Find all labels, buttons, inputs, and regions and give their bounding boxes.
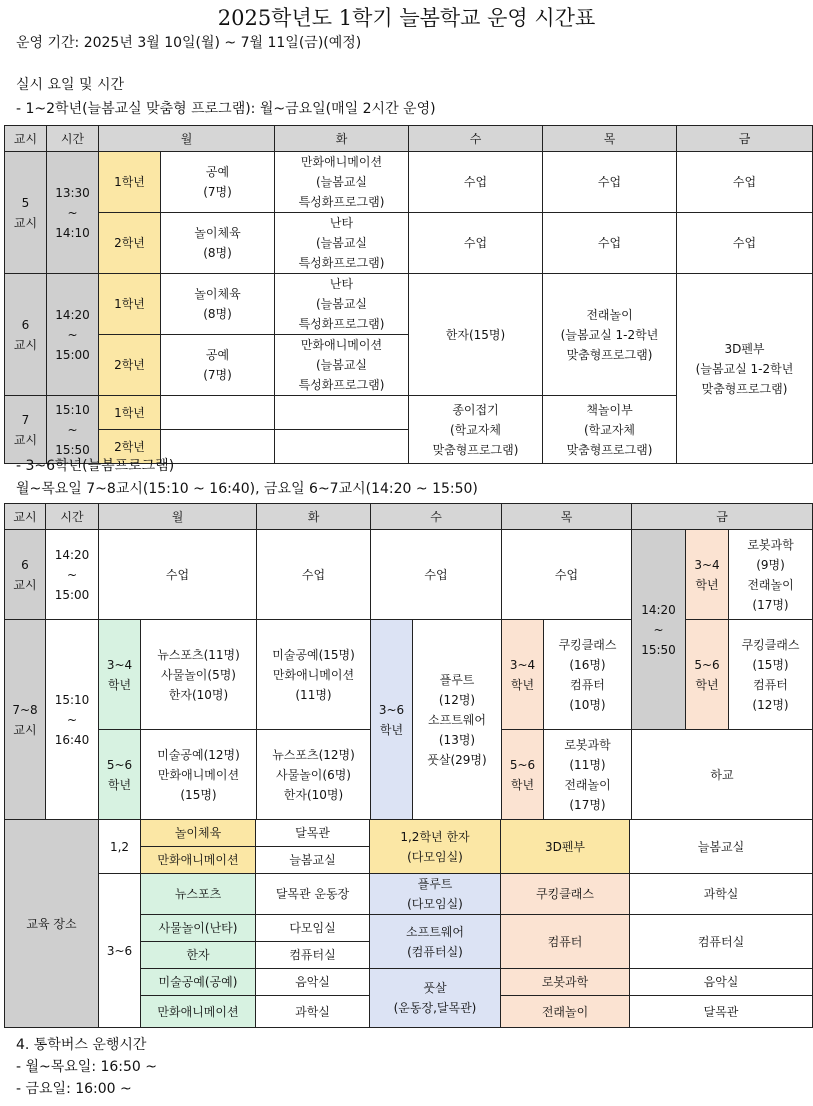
tue-5-grade1: 만화애니메이션 (늘봄교실 특성화프로그램) — [275, 152, 409, 213]
lower-grade-heading: - 1~2학년(늘봄교실 맞춤형 프로그램): 월~금요일(매일 2시간 운영) — [16, 101, 436, 117]
loc-thu-robot: 로봇과학 — [501, 969, 630, 996]
header-time: 시간 — [46, 504, 99, 530]
location-table — [4, 819, 813, 1028]
header-period: 교시 — [5, 504, 46, 530]
period-7: 7 교시 — [5, 396, 47, 464]
mon-5-grade1: 공예 (7명) — [161, 152, 275, 213]
time-6: 14:20 ~ 15:00 — [47, 274, 99, 396]
period-6: 6 교시 — [5, 530, 46, 620]
mon-grade56-label: 5~6 학년 — [99, 730, 141, 820]
wed-6: 수업 — [371, 530, 502, 620]
grade-2-label: 2학년 — [99, 430, 161, 464]
mon-5-grade2: 놀이체육 (8명) — [161, 213, 275, 274]
mon-6-grade1: 놀이체육 (8명) — [161, 274, 275, 335]
loc-place: 달목관 운동장 — [256, 874, 370, 915]
upper-grade-heading: - 3~6학년(늘봄프로그램) — [16, 458, 175, 474]
operation-period: 운영 기간: 2025년 3월 10일(월) ~ 7월 11일(금)(예정) — [16, 35, 362, 51]
loc-wed-flute: 플루트 (다모임실) — [370, 874, 501, 915]
header-tue: 화 — [275, 126, 409, 152]
header-mon: 월 — [99, 504, 257, 530]
grade-1-label: 1학년 — [99, 274, 161, 335]
time-6: 14:20 ~ 15:00 — [46, 530, 99, 620]
time-7-8: 15:10 ~ 16:40 — [46, 620, 99, 820]
wed-7: 종이접기 (학교자체 맞춤형프로그램) — [409, 396, 543, 464]
loc-program: 놀이체육 — [141, 820, 256, 847]
tue-7-grade1 — [275, 396, 409, 430]
tue-5-grade2: 난타 (늘봄교실 특성화프로그램) — [275, 213, 409, 274]
thu-grade34-label: 3~4 학년 — [502, 620, 544, 730]
header-tue: 화 — [257, 504, 371, 530]
loc-fri-computer: 컴퓨터실 — [630, 915, 813, 969]
loc-program: 한자 — [141, 942, 256, 969]
period-6: 6 교시 — [5, 274, 47, 396]
header-period: 교시 — [5, 126, 47, 152]
page-title: 2025학년도 1학기 늘봄학교 운영 시간표 — [217, 6, 596, 30]
loc-wed-futsal: 풋살 (운동장,달목관) — [370, 969, 501, 1028]
loc-place: 달목관 — [256, 820, 370, 847]
time-7: 15:10 ~ 15:50 — [47, 396, 99, 464]
fri-5-grade2: 수업 — [677, 213, 813, 274]
thu-5-grade2: 수업 — [543, 213, 677, 274]
upper-grade-timetable — [4, 503, 813, 820]
thu-grade56: 로봇과학 (11명) 전래놀이 (17명) — [544, 730, 632, 820]
bus-weekday: - 월~목요일: 16:50 ~ — [16, 1059, 158, 1075]
grade-2-label: 2학년 — [99, 335, 161, 396]
location-grade36: 3~6 — [99, 874, 141, 1028]
fri-grade56-label: 5~6 학년 — [686, 620, 729, 730]
location-label: 교육 장소 — [5, 820, 99, 1028]
grade-1-label: 1학년 — [99, 152, 161, 213]
mon-grade34: 뉴스포츠(11명) 사물놀이(5명) 한자(10명) — [141, 620, 257, 730]
bus-friday: - 금요일: 16:00 ~ — [16, 1081, 132, 1097]
tue-grade56: 뉴스포츠(12명) 사물놀이(6명) 한자(10명) — [257, 730, 371, 820]
thu-6: 수업 — [502, 530, 632, 620]
loc-thu-cooking: 쿠킹클래스 — [501, 874, 630, 915]
header-wed: 수 — [371, 504, 502, 530]
wed-grade36: 플루트 (12명) 소프트웨어 (13명) 풋살(29명) — [413, 620, 502, 820]
header-thu: 목 — [502, 504, 632, 530]
loc-fri-12: 늘봄교실 — [630, 820, 813, 874]
wed-6: 한자(15명) — [409, 274, 543, 396]
grade-1-label: 1학년 — [99, 396, 161, 430]
loc-program: 사물놀이(난타) — [141, 915, 256, 942]
loc-fri-music: 음악실 — [630, 969, 813, 996]
thu-7: 책놀이부 (학교자체 맞춤형프로그램) — [543, 396, 677, 464]
loc-thu-computer: 컴퓨터 — [501, 915, 630, 969]
thu-6: 전래놀이 (늘봄교실 1-2학년 맞춤형프로그램) — [543, 274, 677, 396]
bus-heading: 4. 통학버스 운행시간 — [16, 1037, 147, 1053]
section-heading: 실시 요일 및 시간 — [16, 77, 125, 93]
tue-6-grade2: 만화애니메이션 (늘봄교실 특성화프로그램) — [275, 335, 409, 396]
header-time: 시간 — [47, 126, 99, 152]
loc-wed-software: 소프트웨어 (컴퓨터실) — [370, 915, 501, 969]
loc-place: 늘봄교실 — [256, 847, 370, 874]
fri-6-7: 3D펜부 (늘봄교실 1-2학년 맞춤형프로그램) — [677, 274, 813, 464]
loc-place: 과학실 — [256, 996, 370, 1028]
tue-6: 수업 — [257, 530, 371, 620]
upper-grade-time: 월~목요일 7~8교시(15:10 ~ 16:40), 금요일 6~7교시(14:20 ~ 15:50) — [16, 481, 478, 497]
wed-grade36-label: 3~6 학년 — [371, 620, 413, 820]
tue-6-grade1: 난타 (늘봄교실 특성화프로그램) — [275, 274, 409, 335]
loc-program: 뉴스포츠 — [141, 874, 256, 915]
header-wed: 수 — [409, 126, 543, 152]
wed-5-grade1: 수업 — [409, 152, 543, 213]
fri-grade34: 로봇과학 (9명) 전래놀이 (17명) — [729, 530, 813, 620]
mon-grade34-label: 3~4 학년 — [99, 620, 141, 730]
fri-5-grade1: 수업 — [677, 152, 813, 213]
header-fri: 금 — [677, 126, 813, 152]
mon-7-grade1 — [161, 396, 275, 430]
lower-grade-timetable — [4, 125, 813, 464]
thu-grade56-label: 5~6 학년 — [502, 730, 544, 820]
loc-program: 만화애니메이션 — [141, 996, 256, 1028]
period-5: 5 교시 — [5, 152, 47, 274]
mon-grade56: 미술공예(12명) 만화애니메이션 (15명) — [141, 730, 257, 820]
grade-2-label: 2학년 — [99, 213, 161, 274]
fri-time: 14:20 ~ 15:50 — [632, 530, 686, 730]
location-grade12: 1,2 — [99, 820, 141, 874]
thu-5-grade1: 수업 — [543, 152, 677, 213]
loc-place: 다모임실 — [256, 915, 370, 942]
time-5: 13:30 ~ 14:10 — [47, 152, 99, 274]
loc-wed-12: 1,2학년 한자 (다모임실) — [370, 820, 501, 874]
fri-dismissal: 하교 — [632, 730, 813, 820]
mon-6-grade2: 공예 (7명) — [161, 335, 275, 396]
period-7-8: 7~8 교시 — [5, 620, 46, 820]
loc-thu-12: 3D펜부 — [501, 820, 630, 874]
loc-program: 미술공예(공예) — [141, 969, 256, 996]
wed-5-grade2: 수업 — [409, 213, 543, 274]
thu-grade34: 쿠킹클래스 (16명) 컴퓨터 (10명) — [544, 620, 632, 730]
loc-place: 컴퓨터실 — [256, 942, 370, 969]
header-mon: 월 — [99, 126, 275, 152]
loc-fri-science: 과학실 — [630, 874, 813, 915]
loc-thu-traditional: 전래놀이 — [501, 996, 630, 1028]
fri-grade56: 쿠킹클래스 (15명) 컴퓨터 (12명) — [729, 620, 813, 730]
tue-grade34: 미술공예(15명) 만화애니메이션 (11명) — [257, 620, 371, 730]
header-fri: 금 — [632, 504, 813, 530]
loc-program: 만화애니메이션 — [141, 847, 256, 874]
mon-6: 수업 — [99, 530, 257, 620]
fri-grade34-label: 3~4 학년 — [686, 530, 729, 620]
loc-place: 음악실 — [256, 969, 370, 996]
tue-7-grade2 — [275, 430, 409, 464]
loc-fri-hall: 달목관 — [630, 996, 813, 1028]
mon-7-grade2 — [161, 430, 275, 464]
header-thu: 목 — [543, 126, 677, 152]
